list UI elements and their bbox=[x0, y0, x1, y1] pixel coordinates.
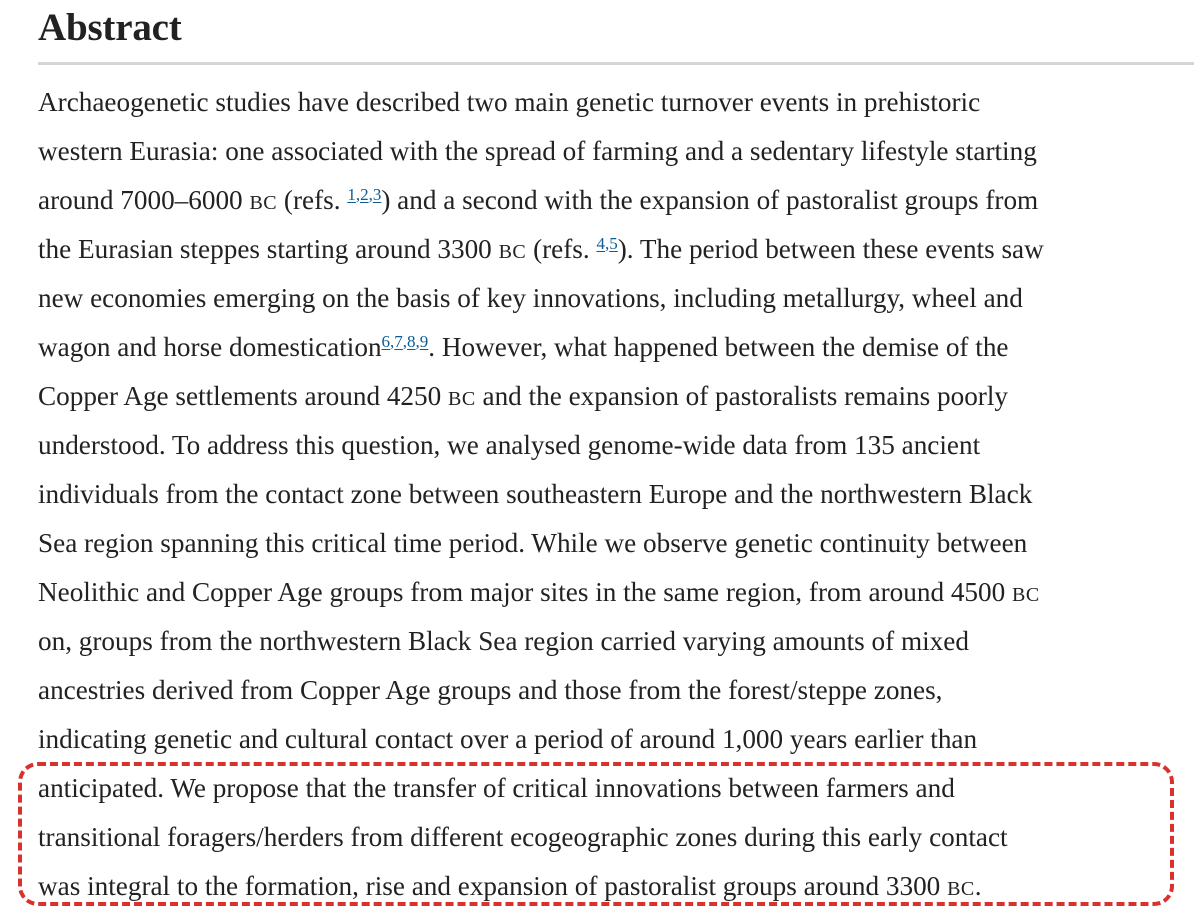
abstract-body bbox=[38, 78, 1194, 911]
abstract-line: indicating genetic and cultural contact over a period of around 1,000 years earlier than bbox=[38, 724, 978, 754]
reference-link-2[interactable]: 2 bbox=[360, 185, 369, 204]
abstract-line: the Eurasian steppes starting around 3300 BC (refs. $^{4,5}$). The period between these events saw bbox=[38, 234, 1044, 264]
era-unit: BC bbox=[947, 878, 975, 900]
abstract-line: new economies emerging on the basis of key innovations, including metallurgy, wheel and bbox=[38, 283, 1023, 313]
abstract-line: ancestries derived from Copper Age groups and those from the forest/steppe zones, bbox=[38, 675, 943, 705]
abstract-line: western Eurasia: one associated with the spread of farming and a sedentary lifestyle starting bbox=[38, 136, 1037, 166]
era-unit: BC bbox=[448, 388, 476, 410]
abstract-line: Sea region spanning this critical time period. While we observe genetic continuity between bbox=[38, 528, 1028, 558]
reference-link-8[interactable]: 8 bbox=[407, 332, 416, 351]
era-unit: BC bbox=[498, 241, 527, 263]
reference-link-4[interactable]: 4 bbox=[596, 234, 605, 253]
abstract-line: Neolithic and Copper Age groups from major sites in the same region, from around 4500 BC bbox=[38, 577, 1040, 607]
abstract-line: anticipated. We propose that the transfer of critical innovations between farmers and bbox=[38, 773, 955, 803]
reference-link-5[interactable]: 5 bbox=[609, 234, 618, 253]
abstract-line: wagon and horse domestication$^{6,7,8,9}$. However, what happened between the demise of the bbox=[38, 332, 1009, 362]
abstract-section bbox=[38, 0, 1194, 920]
reference-link-1[interactable]: 1 bbox=[347, 185, 356, 204]
abstract-line: was integral to the formation, rise and expansion of pastoralist groups around 3300 BC. bbox=[38, 871, 982, 901]
abstract-line: Archaeogenetic studies have described two main genetic turnover events in prehistoric bbox=[38, 87, 981, 117]
abstract-line: transitional foragers/herders from different ecogeographic zones during this early contact bbox=[38, 822, 1008, 852]
abstract-heading: Abstract bbox=[38, 6, 182, 49]
abstract-line: understood. To address this question, we analysed genome-wide data from 135 ancient bbox=[38, 430, 981, 460]
abstract-line: on, groups from the northwestern Black Sea region carried varying amounts of mixed bbox=[38, 626, 969, 656]
era-unit: BC bbox=[249, 192, 278, 214]
reference-link-9[interactable]: 9 bbox=[419, 332, 429, 351]
reference-link-6[interactable]: 6 bbox=[381, 332, 391, 351]
reference-link-3[interactable]: 3 bbox=[372, 185, 382, 204]
abstract-line: Copper Age settlements around 4250 BC and the expansion of pastoralists remains poorly bbox=[38, 381, 1009, 411]
abstract-line: around 7000–6000 BC (refs. $^{1,2,3}$) and a second with the expansion of pastoralist groups from bbox=[38, 185, 1039, 215]
era-unit: BC bbox=[1012, 584, 1040, 606]
reference-link-7[interactable]: 7 bbox=[394, 332, 403, 351]
heading-divider bbox=[38, 62, 1194, 65]
abstract-line: individuals from the contact zone between southeastern Europe and the northwestern Black bbox=[38, 479, 1033, 509]
